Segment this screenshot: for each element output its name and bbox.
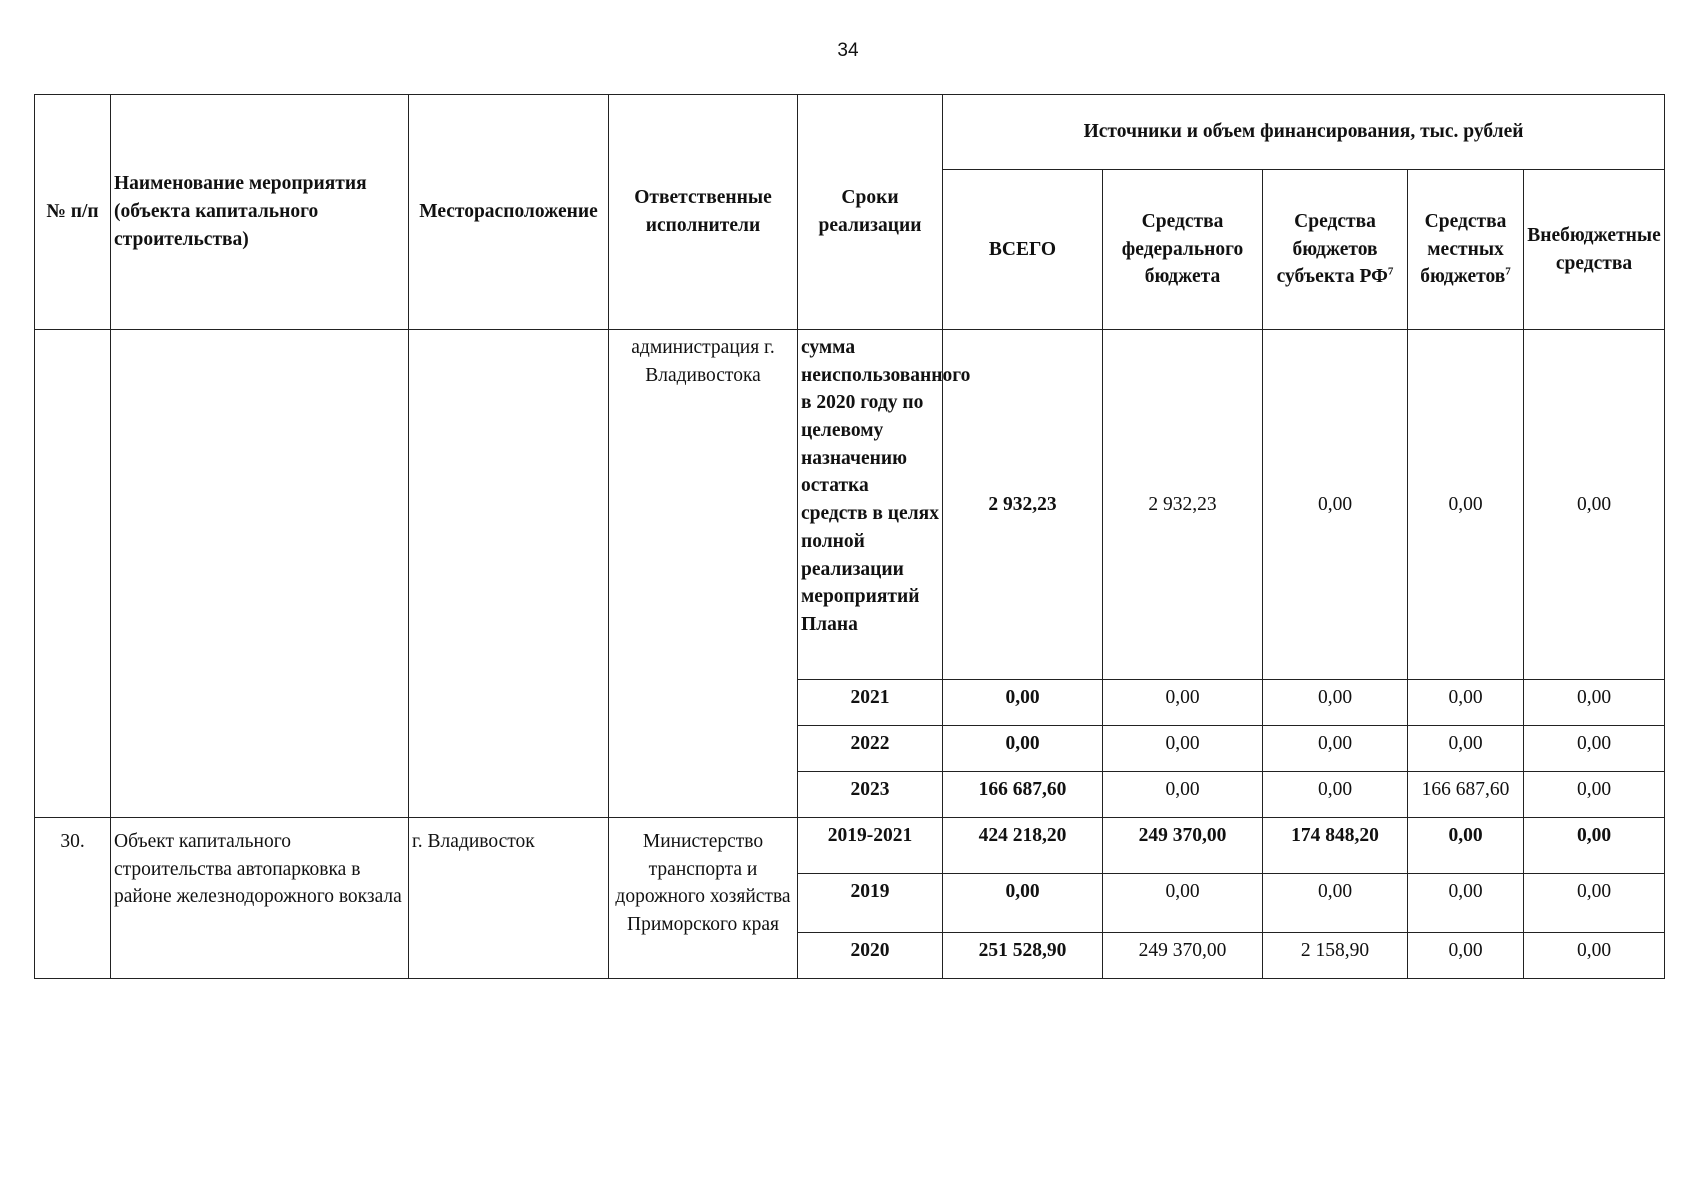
cell-location bbox=[409, 330, 609, 818]
cell-offbudget: 0,00 bbox=[1524, 874, 1665, 933]
cell-total: 0,00 bbox=[943, 874, 1103, 933]
cell-offbudget: 0,00 bbox=[1524, 330, 1665, 680]
cell-local: 0,00 bbox=[1408, 874, 1524, 933]
cell-term: 2021 bbox=[798, 680, 943, 726]
cell-term: 2023 bbox=[798, 772, 943, 818]
cell-total: 166 687,60 bbox=[943, 772, 1103, 818]
cell-total: 0,00 bbox=[943, 680, 1103, 726]
cell-offbudget: 0,00 bbox=[1524, 726, 1665, 772]
cell-local: 0,00 bbox=[1408, 330, 1524, 680]
col-header-offbudget: Внебюджетные средства bbox=[1524, 170, 1665, 330]
cell-total: 0,00 bbox=[943, 726, 1103, 772]
footnote-mark: 7 bbox=[1387, 265, 1394, 278]
cell-federal: 0,00 bbox=[1103, 726, 1263, 772]
cell-regional: 0,00 bbox=[1263, 874, 1408, 933]
col-header-sources: Источники и объем финансирования, тыс. рублей bbox=[943, 95, 1665, 170]
cell-local: 0,00 bbox=[1408, 680, 1524, 726]
cell-regional: 0,00 bbox=[1263, 772, 1408, 818]
cell-term: 2019-2021 bbox=[798, 818, 943, 874]
cell-num bbox=[35, 330, 111, 818]
col-header-regional bbox=[1263, 170, 1408, 330]
cell-federal: 0,00 bbox=[1103, 680, 1263, 726]
cell-federal: 249 370,00 bbox=[1103, 818, 1263, 874]
header-row-1 bbox=[35, 95, 1665, 170]
col-header-total: ВСЕГО bbox=[943, 170, 1103, 330]
cell-offbudget: 0,00 bbox=[1524, 933, 1665, 979]
col-header-location: Месторасположение bbox=[409, 95, 609, 330]
cell-location: г. Владивосток bbox=[409, 818, 609, 979]
cell-offbudget: 0,00 bbox=[1524, 818, 1665, 874]
cell-local: 0,00 bbox=[1408, 933, 1524, 979]
page-number: 34 bbox=[837, 40, 859, 61]
cell-regional: 0,00 bbox=[1263, 680, 1408, 726]
financing-table bbox=[34, 94, 1665, 979]
col-header-local-text: Средства местных бюджетов bbox=[1420, 210, 1507, 288]
cell-name: Объект капитального строительства автопарковка в районе железнодорожного вокзала bbox=[111, 818, 409, 979]
cell-term: сумма неиспользованного в 2020 году по целевому назначению остатка средств в целях полной реализации мероприятий Плана bbox=[798, 330, 943, 680]
cell-regional: 174 848,20 bbox=[1263, 818, 1408, 874]
table-row bbox=[35, 818, 1665, 874]
cell-federal: 249 370,00 bbox=[1103, 933, 1263, 979]
cell-responsible: Министерство транспорта и дорожного хозяйства Приморского края bbox=[609, 818, 798, 979]
cell-total: 424 218,20 bbox=[943, 818, 1103, 874]
cell-federal: 2 932,23 bbox=[1103, 330, 1263, 680]
cell-term: 2020 bbox=[798, 933, 943, 979]
cell-term: 2019 bbox=[798, 874, 943, 933]
cell-federal: 0,00 bbox=[1103, 874, 1263, 933]
cell-num: 30. bbox=[35, 818, 111, 979]
cell-name bbox=[111, 330, 409, 818]
cell-regional: 2 158,90 bbox=[1263, 933, 1408, 979]
footnote-mark: 7 bbox=[1505, 265, 1511, 278]
cell-offbudget: 0,00 bbox=[1524, 772, 1665, 818]
cell-local: 166 687,60 bbox=[1408, 772, 1524, 818]
col-header-name: Наименование мероприятия (объекта капитального строительства) bbox=[111, 95, 409, 330]
cell-regional: 0,00 bbox=[1263, 726, 1408, 772]
col-header-num: № п/п bbox=[35, 95, 111, 330]
cell-total: 2 932,23 bbox=[943, 330, 1103, 680]
table-row bbox=[35, 330, 1665, 680]
col-header-responsible: Ответственные исполнители bbox=[609, 95, 798, 330]
cell-offbudget: 0,00 bbox=[1524, 680, 1665, 726]
cell-responsible: администрация г. Владивостока bbox=[609, 330, 798, 818]
col-header-regional-text: Средства бюджетов субъекта РФ bbox=[1276, 210, 1388, 288]
cell-local: 0,00 bbox=[1408, 818, 1524, 874]
cell-regional: 0,00 bbox=[1263, 330, 1408, 680]
cell-total: 251 528,90 bbox=[943, 933, 1103, 979]
cell-term: 2022 bbox=[798, 726, 943, 772]
cell-federal: 0,00 bbox=[1103, 772, 1263, 818]
col-header-terms: Сроки реализации bbox=[798, 95, 943, 330]
col-header-federal: Средства федерального бюджета bbox=[1103, 170, 1263, 330]
cell-local: 0,00 bbox=[1408, 726, 1524, 772]
col-header-local bbox=[1408, 170, 1524, 330]
